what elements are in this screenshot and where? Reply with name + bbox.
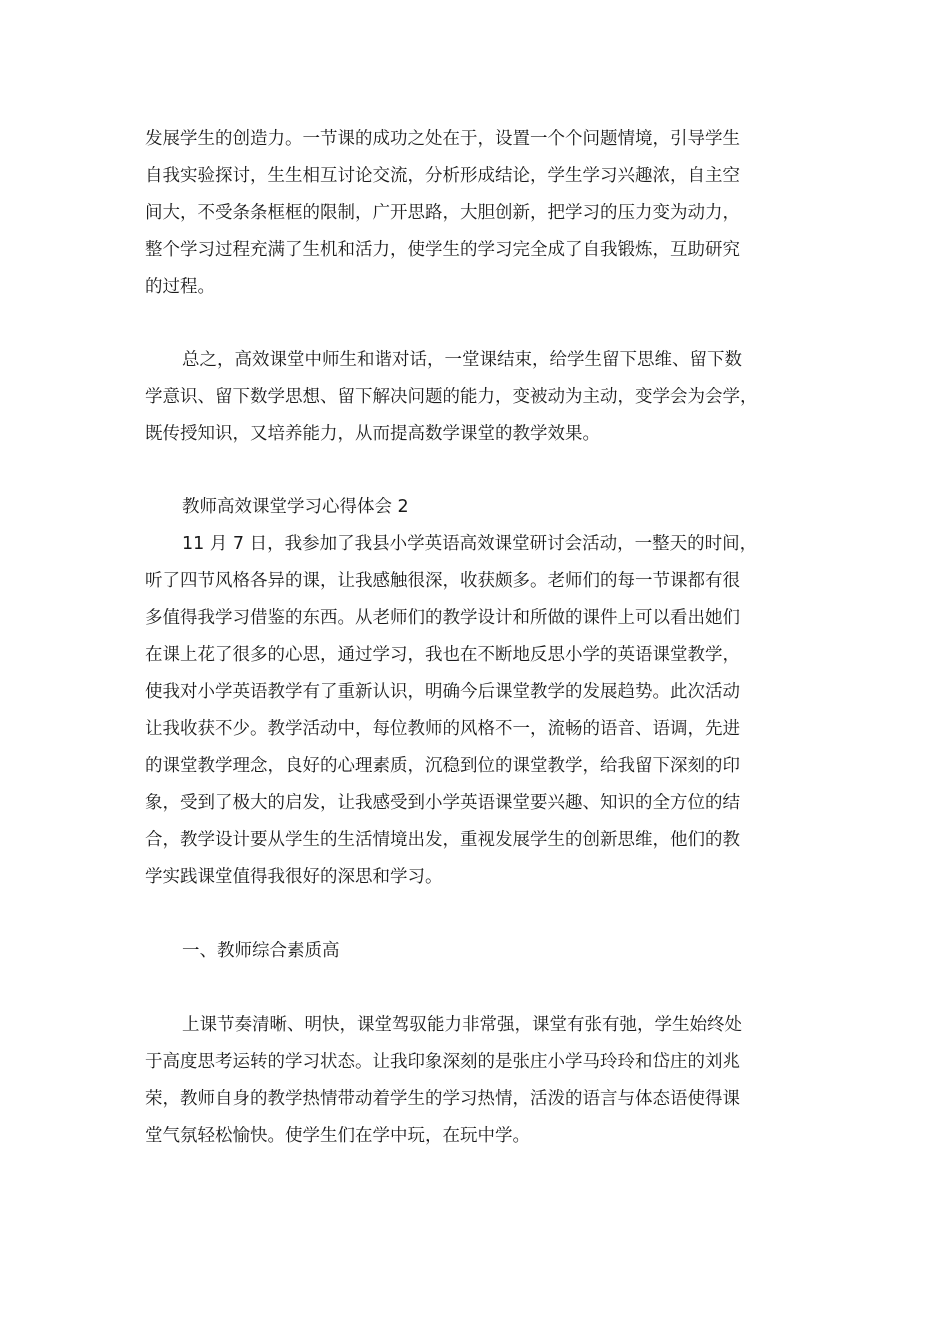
text-line: 象，受到了极大的启发，让我感受到小学英语课堂要兴趣、知识的全方位的结	[145, 793, 740, 813]
text-line: 的过程。	[145, 277, 215, 297]
text-line: 学意识、留下数学思想、留下解决问题的能力，变被动为主动，变学会为会学，	[145, 387, 758, 407]
text-line: 在课上花了很多的心思，通过学习，我也在不断地反思小学的英语课堂教学，	[145, 645, 740, 665]
text-line: 既传授知识，又培养能力，从而提高数学课堂的教学效果。	[145, 424, 600, 444]
section-heading-1	[145, 933, 825, 970]
text-line: 总之，高效课堂中师生和谐对话，一堂课结束，给学生留下思维、留下数	[182, 350, 742, 370]
text-line: 使我对小学英语教学有了重新认识，明确今后课堂教学的发展趋势。此次活动	[145, 682, 740, 702]
text-line: 间大，不受条条框框的限制，广开思路，大胆创新，把学习的压力变为动力，	[145, 203, 740, 223]
paragraph-creativity	[145, 121, 825, 306]
text-line: 多值得我学习借鉴的东西。从老师们的教学设计和所做的课件上可以看出她们	[145, 608, 740, 628]
section-title-2	[145, 489, 825, 526]
text-line: 发展学生的创造力。一节课的成功之处在于，设置一个个问题情境，引导学生	[145, 129, 740, 149]
paragraph-summary	[145, 342, 825, 453]
text-line: 堂气氛轻松愉快。使学生们在学中玩，在玩中学。	[145, 1126, 530, 1146]
text-line: 11 月 7 日，我参加了我县小学英语高效课堂研讨会活动，一整天的时间，	[182, 534, 758, 554]
text-line: 于高度思考运转的学习状态。让我印象深刻的是张庄小学马玲玲和岱庄的刘兆	[145, 1052, 740, 1072]
text-line: 学实践课堂值得我很好的深思和学习。	[145, 867, 443, 887]
text-line: 自我实验探讨，生生相互讨论交流，分析形成结论，学生学习兴趣浓，自主空	[145, 166, 740, 186]
text-line: 荣，教师自身的教学热情带动着学生的学习热情，活泼的语言与体态语使得课	[145, 1089, 740, 1109]
article-title: 教师高效课堂学习心得体会 2	[182, 497, 409, 517]
text-line: 听了四节风格各异的课，让我感触很深，收获颇多。老师们的每一节课都有很	[145, 571, 740, 591]
text-line: 的课堂教学理念，良好的心理素质，沉稳到位的课堂教学，给我留下深刻的印	[145, 756, 740, 776]
paragraph-english-seminar	[145, 526, 825, 896]
paragraph-teacher-quality	[145, 1007, 825, 1155]
text-line: 整个学习过程充满了生机和活力，使学生的学习完全成了自我锻炼，互助研究	[145, 240, 740, 260]
text-line: 合，教学设计要从学生的生活情境出发，重视发展学生的创新思维，他们的教	[145, 830, 740, 850]
text-line: 让我收获不少。教学活动中，每位教师的风格不一，流畅的语音、语调，先进	[145, 719, 740, 739]
text-line: 上课节奏清晰、明快，课堂驾驭能力非常强，课堂有张有弛，学生始终处	[182, 1015, 742, 1035]
section-heading: 一、教师综合素质高	[182, 941, 340, 961]
